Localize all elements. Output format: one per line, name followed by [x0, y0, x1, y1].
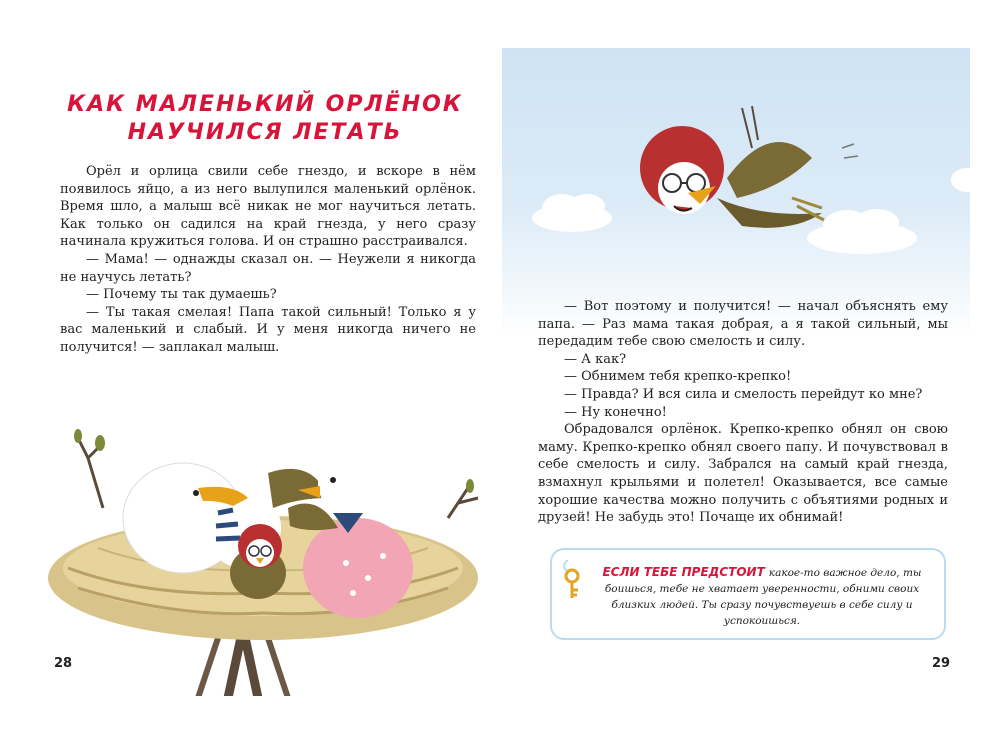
left-page — [28, 48, 502, 696]
right-page-text — [538, 298, 948, 527]
paragraph: — Вот поэтому и получится! — начал объяснять ему папа. — Раз мама такая добрая, а я такой сильный, мы передадим тебе свою смелость и силу. — [538, 299, 948, 350]
paragraph: — Обнимем тебя крепко-крепко! — [564, 369, 792, 385]
paragraph: Обрадовался орлёнок. Крепко-крепко обнял он свою маму. Крепко-крепко обнял своего папу. И почувствовал в себе смелость и силу. Забрался на самый край гнезда, взмахнул крыльями и полетел! Оказывается, все самые хорошие качества можно получить с объятиями родных и друзей! Не забудь это! Почаще их обнимай! — [538, 422, 948, 526]
paragraph: — Почему ты так думаешь? — [86, 287, 277, 303]
story-title-line-1: КАК МАЛЕНЬКИЙ ОРЛЁНОК — [67, 92, 463, 117]
page-number-left: 28 — [54, 656, 73, 671]
key-icon — [558, 560, 586, 600]
callout-text — [592, 564, 932, 629]
paragraph: — Мама! — однажды сказал он. — Неужели я никогда не научусь летать? — [60, 251, 476, 285]
paragraph: — А как? — [564, 351, 627, 367]
paragraph: — Правда? И вся сила и смелость перейдут ко мне? — [564, 386, 923, 402]
paragraph: — Ну конечно! — [564, 404, 667, 420]
page-number-right: 29 — [932, 656, 951, 671]
advice-callout-box — [550, 548, 946, 640]
flying-eaglet-illustration — [502, 48, 970, 298]
paragraph: — Ты такая смелая! Папа такой сильный! Только я у вас маленький и слабый. И у меня никогда ничего не получится! — заплакал малыш. — [60, 304, 476, 355]
callout-heading: ЕСЛИ ТЕБЕ ПРЕДСТОИТ — [602, 565, 765, 579]
story-title-line-2: НАУЧИЛСЯ ЛЕТАТЬ — [127, 120, 403, 145]
right-page — [502, 48, 970, 696]
paragraph: Орёл и орлица свили себе гнездо, и вскоре в нём появилось яйцо, а из него вылупился маленький орлёнок. Время шло, а малыш всё никак не мог научиться летать. Как только он садился на край гнезда, у него сразу начинала кружиться голова. И он страшно расстраивался. — [60, 164, 476, 250]
nest-illustration — [28, 398, 502, 696]
callout-body: какое-то важное дело, ты боишься, тебе не хватает уверенности, обними своих близких людей. Ты сразу почувствуешь в себе силу и успокоишься. — [604, 567, 922, 627]
left-page-text — [60, 163, 476, 357]
